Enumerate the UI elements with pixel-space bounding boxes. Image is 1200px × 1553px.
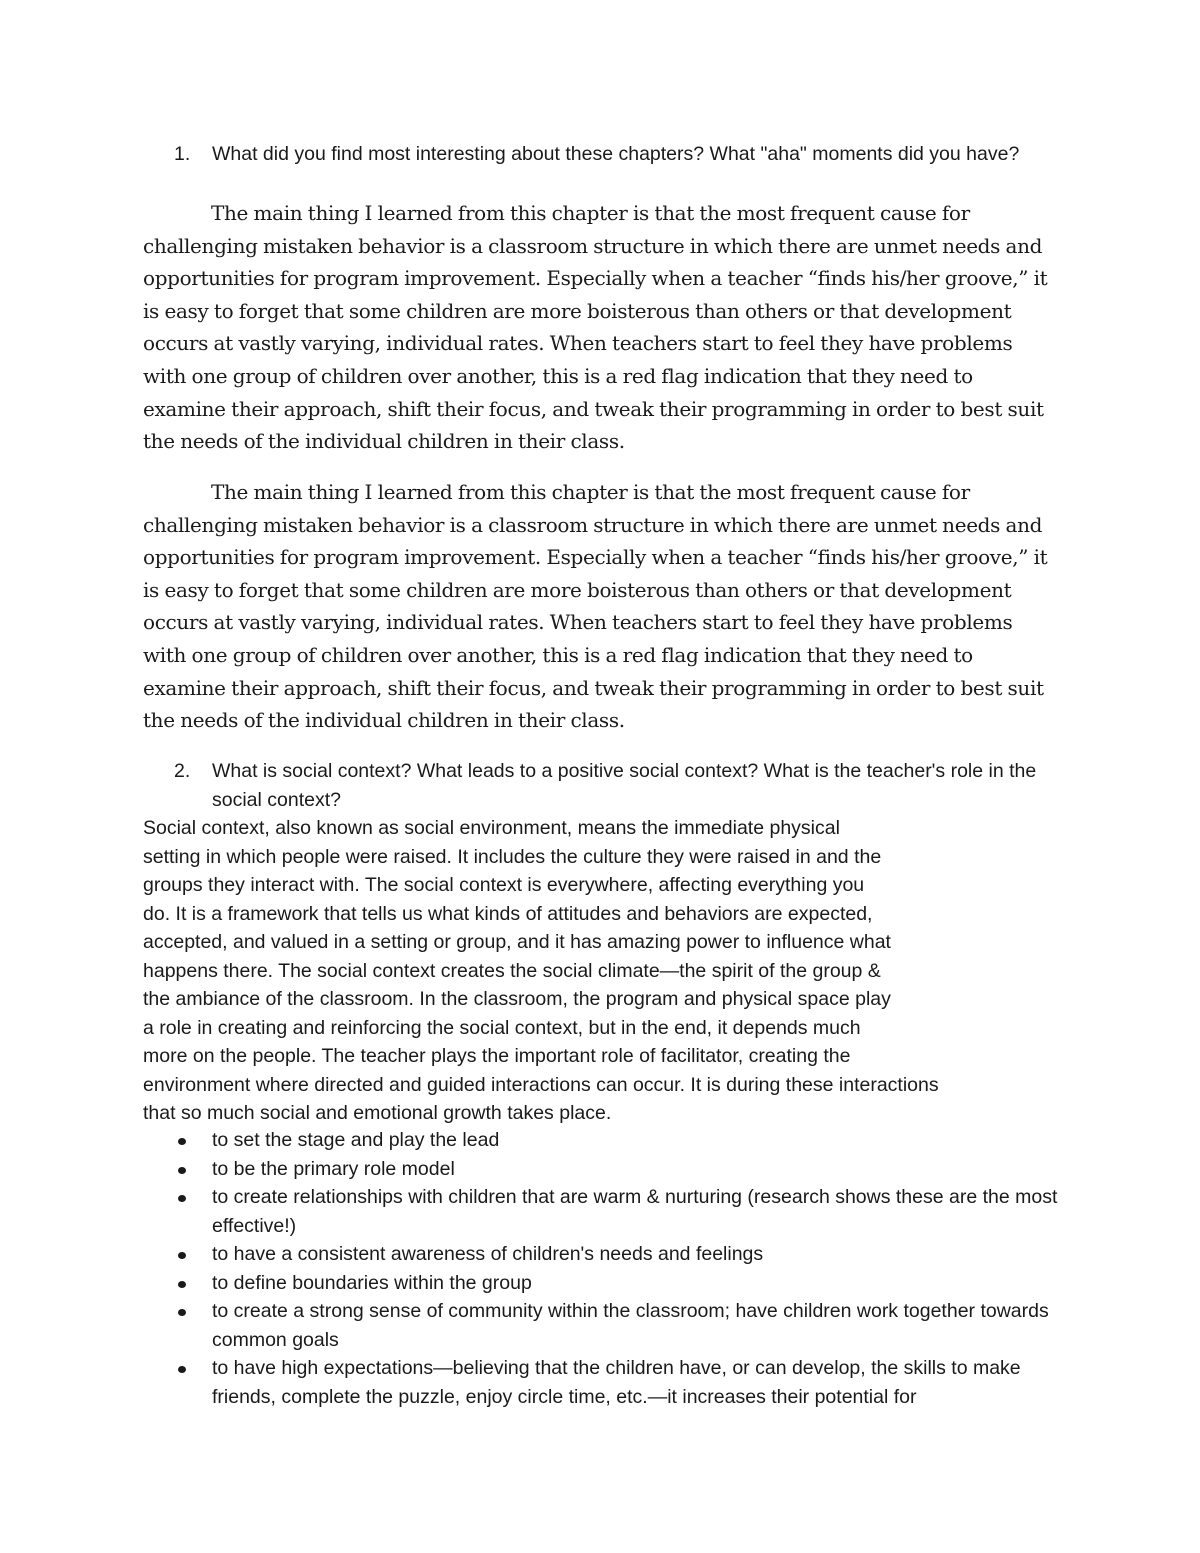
answer-2-line: happens there. The social context creates the social climate—the spirit of the group &	[143, 959, 881, 982]
answer-2-line: more on the people. The teacher plays the important role of facilitator, creating the	[143, 1045, 851, 1067]
list-item	[212, 1354, 1072, 1411]
answer-1-paragraph-1: The main thing I learned from this chapter is that the most frequent cause for challenging mistaken behavior is a classroom structure in which there are unmet needs and opportunities for program improvement. Especially when a teacher “finds his/her groove,” it is easy to forget that some children are more boisterous than others or that development occurs at vastly varying, individual rates. When teachers start to feel they have problems with one group of children over another, this is a red flag indication that they need to examine their approach, shift their focus, and tweak their programming in order to best suit the needs of the individual children in their class.	[143, 201, 1048, 454]
list-item-text: to define boundaries within the group	[212, 1271, 532, 1294]
bullet-icon	[178, 1252, 186, 1259]
bullet-icon	[178, 1195, 186, 1202]
answer-2-line: groups they interact with. The social context is everywhere, affecting everything you	[143, 874, 865, 896]
answer-1-paragraph-2: The main thing I learned from this chapter is that the most frequent cause for challenging mistaken behavior is a classroom structure in which there are unmet needs and opportunities for program improvement. Especially when a teacher “finds his/her groove,” it is easy to forget that some children are more boisterous than others or that development occurs at vastly varying, individual rates. When teachers start to feel they have problems with one group of children over another, this is a red flag indication that they need to examine their approach, shift their focus, and tweak their programming in order to best suit the needs of the individual children in their class.	[143, 480, 1048, 733]
list-item	[212, 1126, 1072, 1155]
answer-2-line: the ambiance of the classroom. In the classroom, the program and physical space play	[143, 988, 891, 1010]
list-item-text: to be the primary role model	[212, 1157, 455, 1180]
answer-2-line: setting in which people were raised. It includes the culture they were raised in and the	[143, 845, 882, 868]
list-item-text: to create relationships with children that are warm & nurturing (research shows these are the most effective!)	[212, 1186, 1058, 1237]
bullet-icon	[178, 1138, 186, 1145]
answer-2-paragraph	[143, 814, 1043, 1128]
answer-2-line: accepted, and valued in a setting or group, and it has amazing power to influence what	[143, 931, 891, 953]
question-2-number: 2.	[174, 760, 191, 782]
list-item	[212, 1183, 1072, 1240]
list-item	[212, 1155, 1072, 1184]
list-item	[212, 1240, 1072, 1269]
teacher-roles-list	[212, 1126, 1072, 1411]
list-item-text: to have a consistent awareness of children's needs and feelings	[212, 1243, 764, 1265]
question-1-number: 1.	[174, 143, 191, 165]
answer-2-line: do. It is a framework that tells us what kinds of attitudes and behaviors are expected,	[143, 902, 873, 925]
bullet-icon	[178, 1167, 186, 1174]
bullet-icon	[178, 1281, 186, 1288]
answer-2-line: that so much social and emotional growth takes place.	[143, 1102, 612, 1124]
list-item-text: to create a strong sense of community within the classroom; have children work together towards common goals	[212, 1300, 1049, 1351]
bullet-icon	[178, 1309, 186, 1316]
question-1	[174, 140, 1062, 169]
question-2	[174, 757, 1062, 814]
bullet-icon	[178, 1366, 186, 1373]
answer-2-line: a role in creating and reinforcing the social context, but in the end, it depends much	[143, 1016, 861, 1039]
list-item-text: to have high expectations—believing that the children have, or can develop, the skills to make friends, complete the puzzle, enjoy circle time, etc.—it increases their potential for	[212, 1357, 1021, 1408]
list-item-text: to set the stage and play the lead	[212, 1129, 500, 1151]
list-item	[212, 1297, 1072, 1354]
answer-2-line: Social context, also known as social environment, means the immediate physical	[143, 817, 840, 839]
question-1-text: What did you find most interesting about these chapters? What "aha" moments did you have?	[212, 143, 1020, 165]
list-item	[212, 1269, 1072, 1298]
answer-2-line: environment where directed and guided interactions can occur. It is during these interactions	[143, 1073, 939, 1096]
question-2-text: What is social context? What leads to a positive social context? What is the teacher's role in the social context?	[212, 760, 1037, 811]
